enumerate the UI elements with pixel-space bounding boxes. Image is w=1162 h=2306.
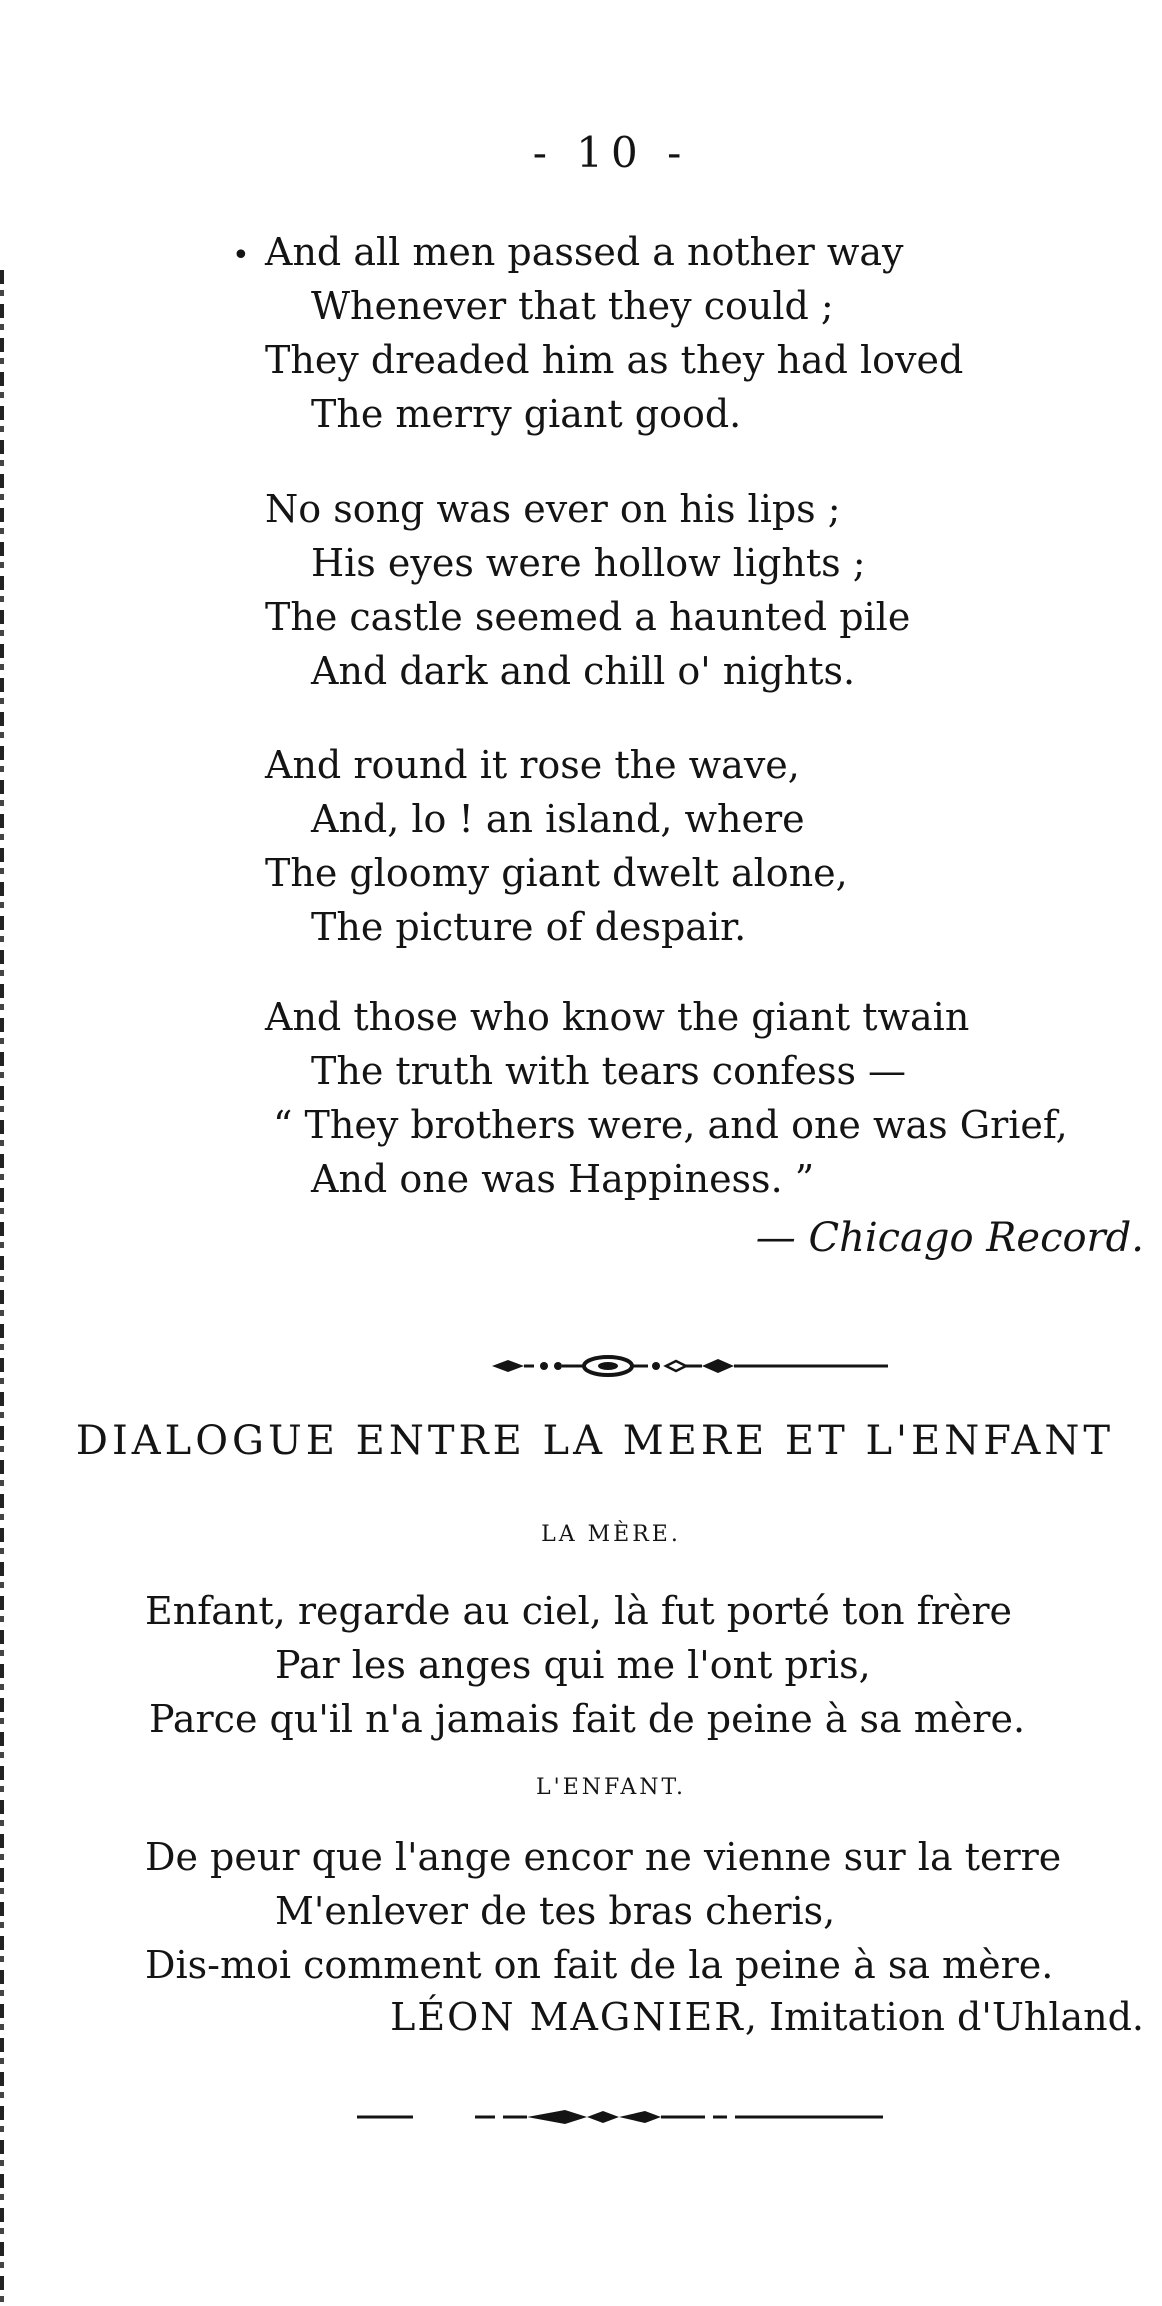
verse-mere xyxy=(145,1584,1025,1746)
poem-line: They dreaded him as they had loved xyxy=(265,338,964,382)
poem-line: The castle seemed a haunted pile xyxy=(265,595,911,639)
poem-line: The truth with tears confess — xyxy=(311,1049,907,1093)
poem-line: And all men passed a nother way xyxy=(265,230,904,274)
poem-line: And dark and chill o' nights. xyxy=(311,649,856,693)
signature-note: , Imitation d'Uhland. xyxy=(744,1995,1144,2039)
verse-line: De peur que l'ange encor ne vienne sur la terre xyxy=(145,1835,1062,1879)
poem-stanza-1 xyxy=(265,225,963,441)
poem-line: And those who know the giant twain xyxy=(265,995,970,1039)
verse-line: Par les anges qui me l'ont pris, xyxy=(275,1643,871,1687)
poem-line: The gloomy giant dwelt alone, xyxy=(265,851,848,895)
verse-line: Parce qu'il n'a jamais fait de peine à sa mère. xyxy=(149,1697,1026,1741)
verse-line: Dis-moi comment on fait de la peine à sa mère. xyxy=(145,1943,1054,1987)
poem-stanza-3 xyxy=(265,738,848,954)
ornament-divider-icon xyxy=(490,1348,890,1384)
poem-line: No song was ever on his lips ; xyxy=(265,487,841,531)
bullet-mark: • xyxy=(232,238,250,273)
binding-edge xyxy=(0,270,4,2306)
poem-line: The merry giant good. xyxy=(311,392,742,436)
poem-stanza-2 xyxy=(265,482,910,698)
speaker-label-mere: LA MÈRE. xyxy=(541,1522,681,1547)
poem-line: His eyes were hollow lights ; xyxy=(311,541,866,585)
poem-line: The picture of despair. xyxy=(311,905,747,949)
poem-line: And one was Happiness. ” xyxy=(311,1157,815,1201)
dialogue-title: DIALOGUE ENTRE LA MERE ET L'ENFANT xyxy=(75,1418,1115,1464)
ornament-end-icon xyxy=(355,2102,885,2132)
signature-author: LÉON MAGNIER xyxy=(390,1995,745,2039)
poem-line: And, lo ! an island, where xyxy=(311,797,805,841)
signature-line xyxy=(390,1995,1144,2039)
page-number: - 10 - xyxy=(532,128,690,177)
poem-stanza-4 xyxy=(265,990,1068,1206)
poem-attribution: — Chicago Record. xyxy=(755,1215,1144,1261)
speaker-label-enfant: L'ENFANT. xyxy=(536,1775,686,1800)
verse-line: Enfant, regarde au ciel, là fut porté ton frère xyxy=(145,1589,1013,1633)
poem-line: “ They brothers were, and one was Grief, xyxy=(273,1103,1068,1147)
poem-line: Whenever that they could ; xyxy=(311,284,834,328)
verse-enfant xyxy=(145,1830,1061,1992)
verse-line: M'enlever de tes bras cheris, xyxy=(275,1889,836,1933)
poem-line: And round it rose the wave, xyxy=(265,743,800,787)
